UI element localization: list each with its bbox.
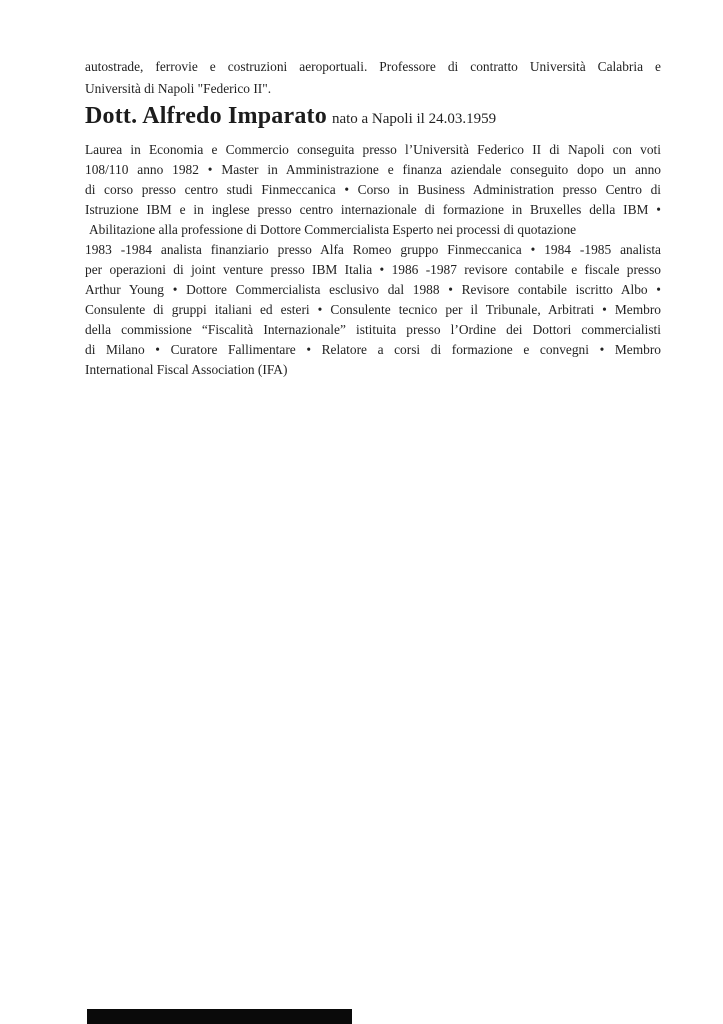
text-line: Arthur Young • Dottore Commercialista esclusivo dal 1988 • Revisore contabile iscritto Albo • xyxy=(85,282,661,297)
intro-paragraph xyxy=(85,56,661,100)
text-line: autostrade, ferrovie e costruzioni aeroportuali. Professore di contratto Università Calabria e xyxy=(85,59,661,74)
birth-info: nato a Napoli il 24.03.1959 xyxy=(331,111,497,127)
text-line: 1983 -1984 analista finanziario presso Alfa Romeo gruppo Finmeccanica • 1984 -1985 analista xyxy=(85,242,661,257)
text-line: di corso presso centro studi Finmeccanica • Corso in Business Administration presso Centro di xyxy=(85,182,661,197)
person-name: Dott. Alfredo Imparato xyxy=(85,103,327,129)
text-line: International Fiscal Association (IFA) xyxy=(85,362,288,377)
text-line: Consulente di gruppi italiani ed esteri • Consulente tecnico per il Tribunale, Arbitrati • Membro xyxy=(85,302,661,317)
text-line: 108/110 anno 1982 • Master in Amministrazione e finanza aziendale conseguito dopo un anno xyxy=(85,162,661,177)
text-line: Istruzione IBM e in inglese presso centro internazionale di formazione in Bruxelles della IBM • xyxy=(85,202,661,217)
person-heading xyxy=(85,103,661,130)
text-line: Università di Napoli "Federico II". xyxy=(85,81,272,96)
text-line: della commissione “Fiscalità Internazionale” istituita presso l’Ordine dei Dottori commercialisti xyxy=(85,322,661,337)
text-line: di Milano • Curatore Fallimentare • Relatore a corsi di formazione e convegni • Membro xyxy=(85,342,661,357)
text-line: Laurea in Economia e Commercio conseguita presso l’Università Federico II di Napoli con voti xyxy=(85,142,661,157)
text-line: per operazioni di joint venture presso IBM Italia • 1986 -1987 revisore contabile e fiscale presso xyxy=(85,262,661,277)
bio-paragraph xyxy=(85,140,661,380)
text-line: Abilitazione alla professione di Dottore Commercialista Esperto nei processi di quotazione xyxy=(89,222,577,237)
scan-artifact-bar xyxy=(87,1009,352,1024)
